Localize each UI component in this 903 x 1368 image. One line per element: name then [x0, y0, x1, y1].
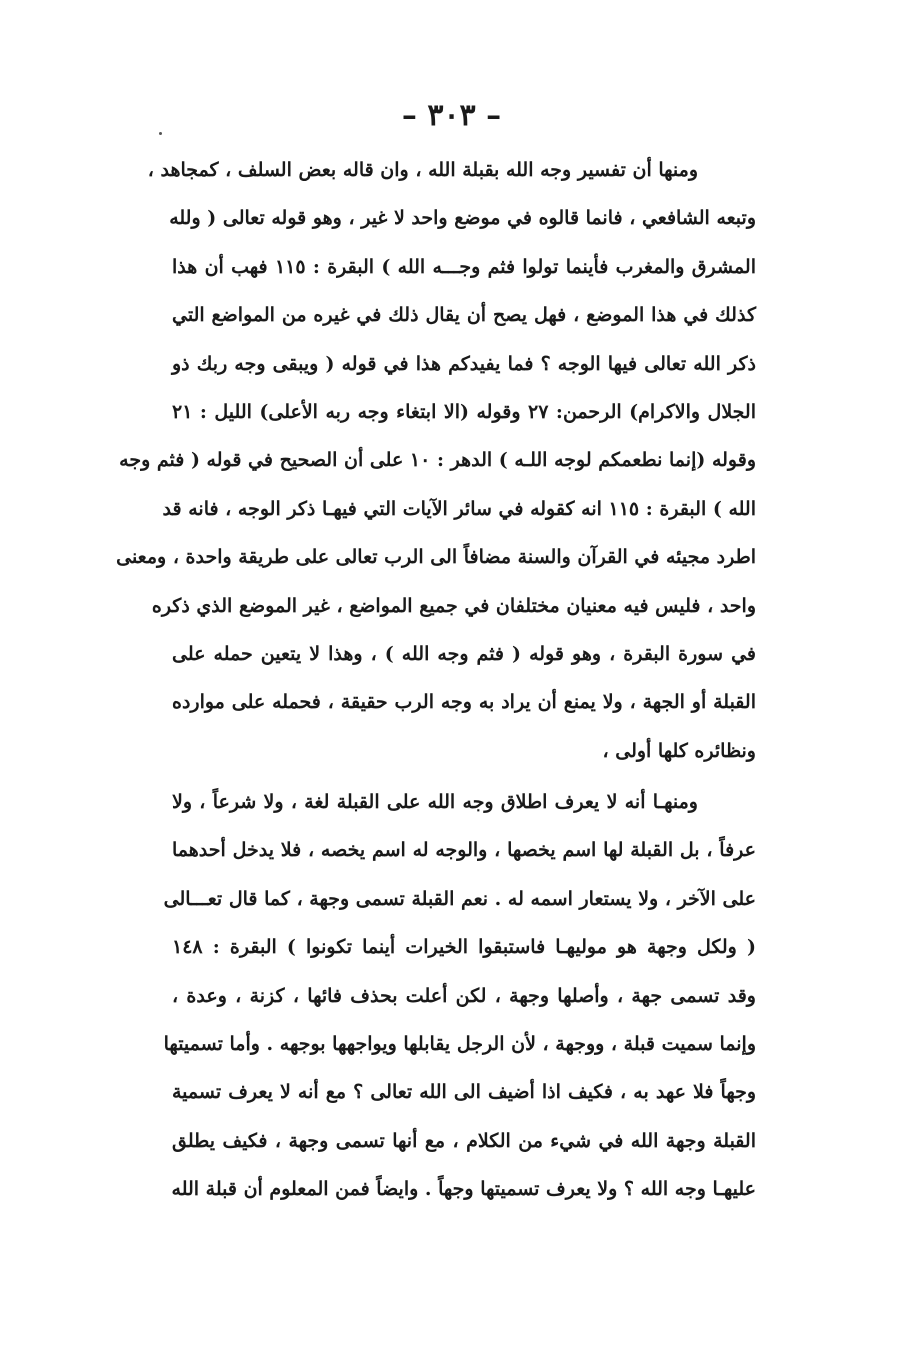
text-line: ذكر الله تعالى فيها الوجه ؟ فما يفيدكم هذا في قوله ( ويبقى وجه ربك ذو — [172, 352, 756, 375]
text-line: ونظائره كلها أولى ، — [602, 739, 756, 762]
text-line: عرفاً ، بل القبلة لها اسم يخصها ، والوجه له اسم يخصه ، فلا يدخل أحدهما — [172, 839, 756, 862]
page-number: – ٣٠٣ – — [401, 98, 502, 133]
paragraph-1 — [116, 146, 756, 775]
text-line: وتبعه الشافعي ، فانما قالوه في موضع واحد لا غير ، وهو قوله تعالى ( ولله — [169, 207, 756, 230]
text-line: عليهـا وجه الله ؟ ولا يعرف تسميتها وجهاً . وايضاً فمن المعلوم أن قبلة الله — [171, 1178, 756, 1201]
text-line: ومنهـا أنه لا يعرف اطلاق وجه الله على القبلة لغة ، ولا شرعاً ، ولا — [172, 791, 698, 813]
text-line: وإنما سميت قبلة ، ووجهة ، لأن الرجل يقابلها ويواجهها بوجهه . وأما تسميتها — [163, 1032, 756, 1055]
text-line: وقوله (إنما نطعمكم لوجه اللـه ) الدهر : ١٠ على أن الصحيح في قوله ( فثم وجه — [119, 449, 756, 472]
text-line: وجهاً فلا عهد به ، فكيف اذا أضيف الى الله تعالى ؟ مع أنه لا يعرف تسمية — [172, 1081, 756, 1104]
paragraph-2 — [163, 778, 756, 1214]
text-line: القبلة وجهة الله في شيء من الكلام ، مع أنها تسمى وجهة ، فكيف يطلق — [172, 1129, 756, 1152]
text-line: كذلك في هذا الموضع ، فهل يصح أن يقال ذلك في غيره من المواضع التي — [172, 304, 756, 327]
text-line: الجلال والاكرام) الرحمن: ٢٧ وقوله (الا ابتغاء وجه ربه الأعلى) الليل : ٢١ — [172, 400, 756, 423]
text-line: واحد ، فليس فيه معنيان مختلفان في جميع المواضع ، غير الموضع الذي ذكره — [151, 594, 756, 617]
text-line: وقد تسمى جهة ، وأصلها وجهة ، لكن أعلت بحذف فائها ، كزنة ، وعدة ، — [172, 984, 756, 1007]
text-line: القبلة أو الجهة ، ولا يمنع أن يراد به وجه الرب حقيقة ، فحمله على موارده — [172, 691, 756, 714]
text-line: ( ولكل وجهة هو موليهـا فاستبقوا الخيرات أينما تكونوا ) البقرة : ١٤٨ — [172, 936, 756, 959]
text-line: الله ) البقرة : ١١٥ انه كقوله في سائر الآيات التي فيهـا ذكر الوجه ، فانه قد — [162, 497, 756, 520]
text-line: على الآخر ، ولا يستعار اسمه له . نعم القبلة تسمى وجهة ، كما قال تعـــالى — [163, 887, 756, 910]
text-line: المشرق والمغرب فأينما تولوا فثم وجـــه الله ) البقرة : ١١٥ فهب أن هذا — [172, 255, 756, 278]
text-line: في سورة البقرة ، وهو قوله ( فثم وجه الله ) ، وهذا لا يتعين حمله على — [172, 642, 756, 665]
text-line: ومنها أن تفسير وجه الله بقبلة الله ، وان قاله بعض السلف ، كمجاهد ، — [147, 159, 698, 181]
text-line: اطرد مجيئه في القرآن والسنة مضافاً الى الرب تعالى على طريقة واحدة ، ومعنى — [116, 546, 756, 569]
